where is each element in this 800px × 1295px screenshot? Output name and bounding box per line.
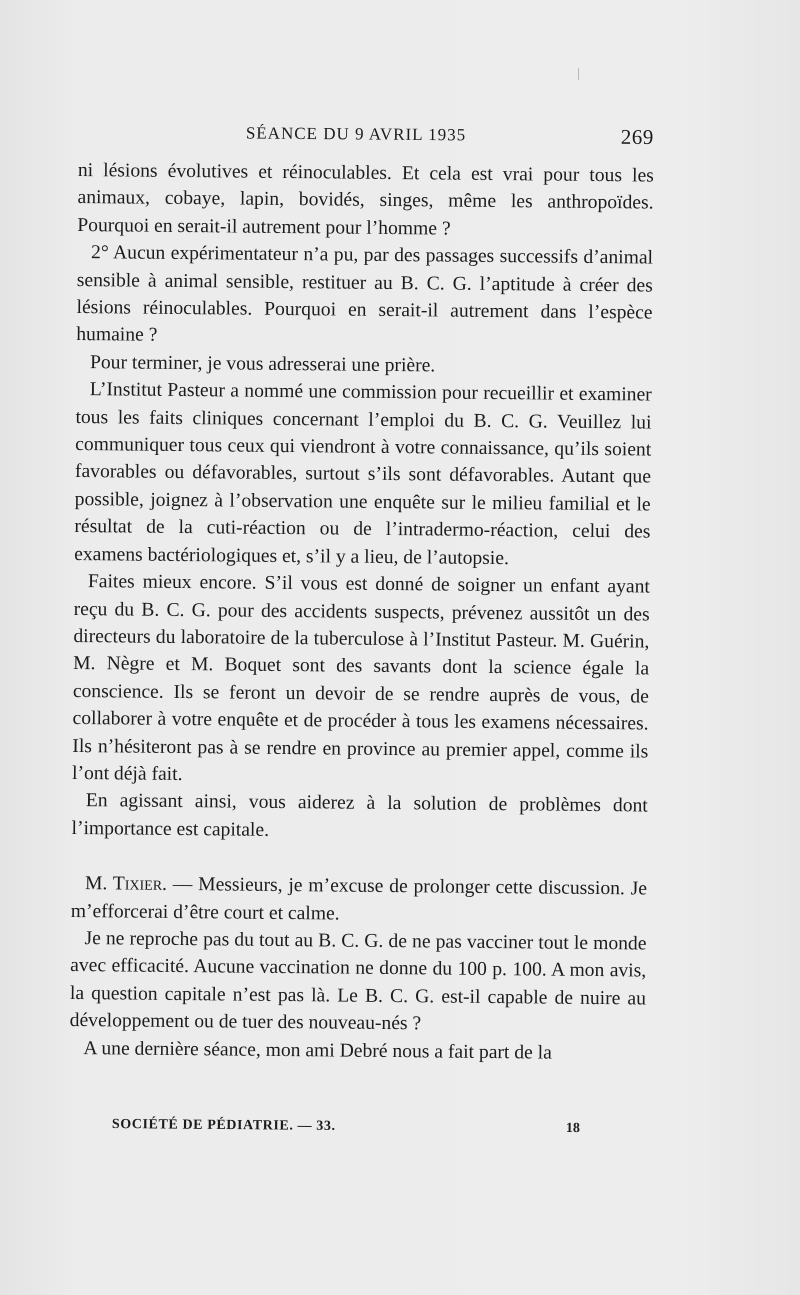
- speaker-paragraph: [71, 870, 647, 930]
- paragraph: A une dernière séance, mon ami Debré nous a fait part de la: [83, 1037, 552, 1064]
- page-number: 269: [620, 124, 654, 150]
- scan-mark: [578, 68, 579, 80]
- speaker-name: M. Tixier.: [84, 873, 168, 896]
- paragraph: L’Institut Pasteur a nommé une commission pour recueillir et examiner tous les faits cliniques concernant l’emploi du B. C. G. Veuillez lui communiquer tous ceux qui viendront à votre connaissance, qu’ils soient favorables ou défavorables, surtout s’ils sont défavorables. Autant que possible, joignez à l’observation une enquête sur le milieu familial et le résultat de la cuti-réaction ou de l’intradermo-réaction, celui des examens bactériologiques et, s’il y a lieu, de l’autopsie.: [74, 379, 652, 569]
- paragraph: Faites mieux encore. S’il vous est donné de soigner un enfant ayant reçu du B. C. G. pour des accidents suspects, prévenez aussitôt un des directeurs du laboratoire de la tuberculose à l’Institut Pasteur. M. Guérin, M. Nègre et M. Boquet sont des savants dont la science égale la conscience. Ils se feront un devoir de se rendre auprès de vous, de collaborer à votre enquête et de procéder à tous les examens nécessaires. Ils n’hésiteront pas à se rendre en province au premier appel, comme ils l’ont déjà fait.: [71, 571, 650, 785]
- footer-signature: SOCIÉTÉ DE PÉDIATRIE. — 33.: [111, 1117, 336, 1134]
- footer-sheet-number: 18: [565, 1120, 580, 1137]
- paragraph: Pour terminer, je vous adresserai une prière.: [89, 351, 436, 377]
- paragraph: Je ne reproche pas du tout au B. C. G. de ne pas vacciner tout le monde avec efficacité. Aucune vaccination ne donne du 100 p. 100. A mon avis, la question capitale n’est pas là. Le B. C. G. est-il capable de nuire au développement ou de tuer des nouveau-nés ?: [69, 928, 647, 1035]
- paragraph: ni lésions évolutives et réinoculables. Et cela est vrai pour tous les animaux, cobaye, lapin, bovidés, singes, même les anthropoïdes. Pourquoi en serait-il autrement pour l’homme ?: [77, 159, 654, 240]
- paragraph: 2° Aucun expérimentateur n’a pu, par des passages successifs d’animal sensible à animal sensible, restituer au B. C. G. l’aptitude à créer des lésions réinoculables. Pourquoi en serait-il autrement dans l’espèce humaine ?: [76, 242, 654, 347]
- paragraph: En agissant ainsi, vous aiderez à la solution de problèmes dont l’importance est capitale.: [71, 790, 648, 841]
- page-header: [78, 118, 654, 159]
- page-footer: [112, 1117, 592, 1143]
- body-text: [69, 157, 654, 1067]
- speaker-intro: — Messieurs, je m’excuse de prolonger cette discussion. Je m’efforcerai d’être court et calme.: [70, 874, 648, 925]
- running-title: SÉANCE DU 9 AVRIL 1935: [245, 123, 467, 145]
